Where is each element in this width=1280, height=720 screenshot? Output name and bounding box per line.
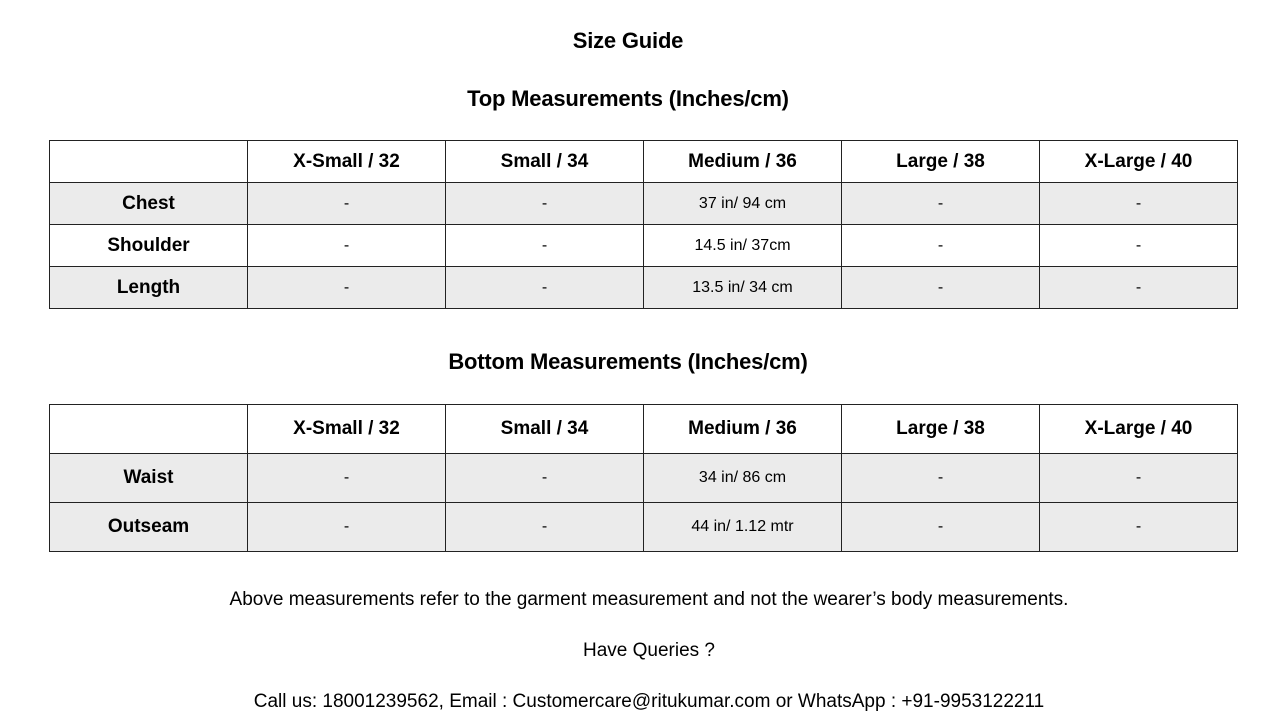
- table-cell: -: [248, 183, 446, 225]
- table-row: [50, 225, 1238, 267]
- table-cell: -: [446, 503, 644, 552]
- table-row: [50, 454, 1238, 503]
- column-header: Large / 38: [842, 405, 1040, 454]
- table-cell: 34 in/ 86 cm: [644, 454, 842, 503]
- column-header: X-Large / 40: [1040, 141, 1238, 183]
- table-cell: -: [842, 503, 1040, 552]
- column-header: X-Small / 32: [248, 405, 446, 454]
- table-cell: 13.5 in/ 34 cm: [644, 267, 842, 309]
- row-label: Length: [50, 267, 248, 309]
- measurement-disclaimer: Above measurements refer to the garment measurement and not the wearer’s body measurements.: [229, 589, 1069, 610]
- table-cell: -: [842, 454, 1040, 503]
- row-label: Chest: [50, 183, 248, 225]
- table-cell: -: [842, 267, 1040, 309]
- column-header: X-Small / 32: [248, 141, 446, 183]
- column-header: Medium / 36: [644, 405, 842, 454]
- top-measurements-title: Top Measurements (Inches/cm): [467, 86, 789, 111]
- table-cell: 44 in/ 1.12 mtr: [644, 503, 842, 552]
- row-label: Shoulder: [50, 225, 248, 267]
- table-cell: -: [842, 183, 1040, 225]
- queries-heading: Have Queries ?: [582, 640, 715, 661]
- table-cell: 37 in/ 94 cm: [644, 183, 842, 225]
- column-header: Small / 34: [446, 141, 644, 183]
- table-row: [50, 267, 1238, 309]
- table-cell: -: [1040, 183, 1238, 225]
- table-cell: -: [248, 454, 446, 503]
- table-cell: -: [248, 225, 446, 267]
- bottom-measurements-title: Bottom Measurements (Inches/cm): [448, 349, 808, 374]
- bottom-measurements-table: [49, 404, 1238, 552]
- table-cell: -: [1040, 454, 1238, 503]
- top-measurements-table: [49, 140, 1238, 309]
- table-cell: -: [446, 454, 644, 503]
- table-cell: -: [446, 225, 644, 267]
- table-cell: -: [1040, 267, 1238, 309]
- table-header-row: [50, 141, 1238, 183]
- table-row: [50, 503, 1238, 552]
- column-header: Medium / 36: [644, 141, 842, 183]
- table-cell: -: [1040, 225, 1238, 267]
- page-title: Size Guide: [572, 28, 684, 53]
- table-cell: -: [1040, 503, 1238, 552]
- column-header: Large / 38: [842, 141, 1040, 183]
- table-cell: -: [248, 267, 446, 309]
- table-row: [50, 183, 1238, 225]
- row-label: Waist: [50, 454, 248, 503]
- table-cell: -: [446, 267, 644, 309]
- column-header: [50, 405, 248, 454]
- table-cell: -: [248, 503, 446, 552]
- table-header-row: [50, 405, 1238, 454]
- table-cell: 14.5 in/ 37cm: [644, 225, 842, 267]
- table-cell: -: [842, 225, 1040, 267]
- column-header: X-Large / 40: [1040, 405, 1238, 454]
- column-header: Small / 34: [446, 405, 644, 454]
- row-label: Outseam: [50, 503, 248, 552]
- column-header: [50, 141, 248, 183]
- table-cell: -: [446, 183, 644, 225]
- contact-info: Call us: 18001239562, Email : Customercare@ritukumar.com or WhatsApp : +91-9953122211: [253, 691, 1045, 712]
